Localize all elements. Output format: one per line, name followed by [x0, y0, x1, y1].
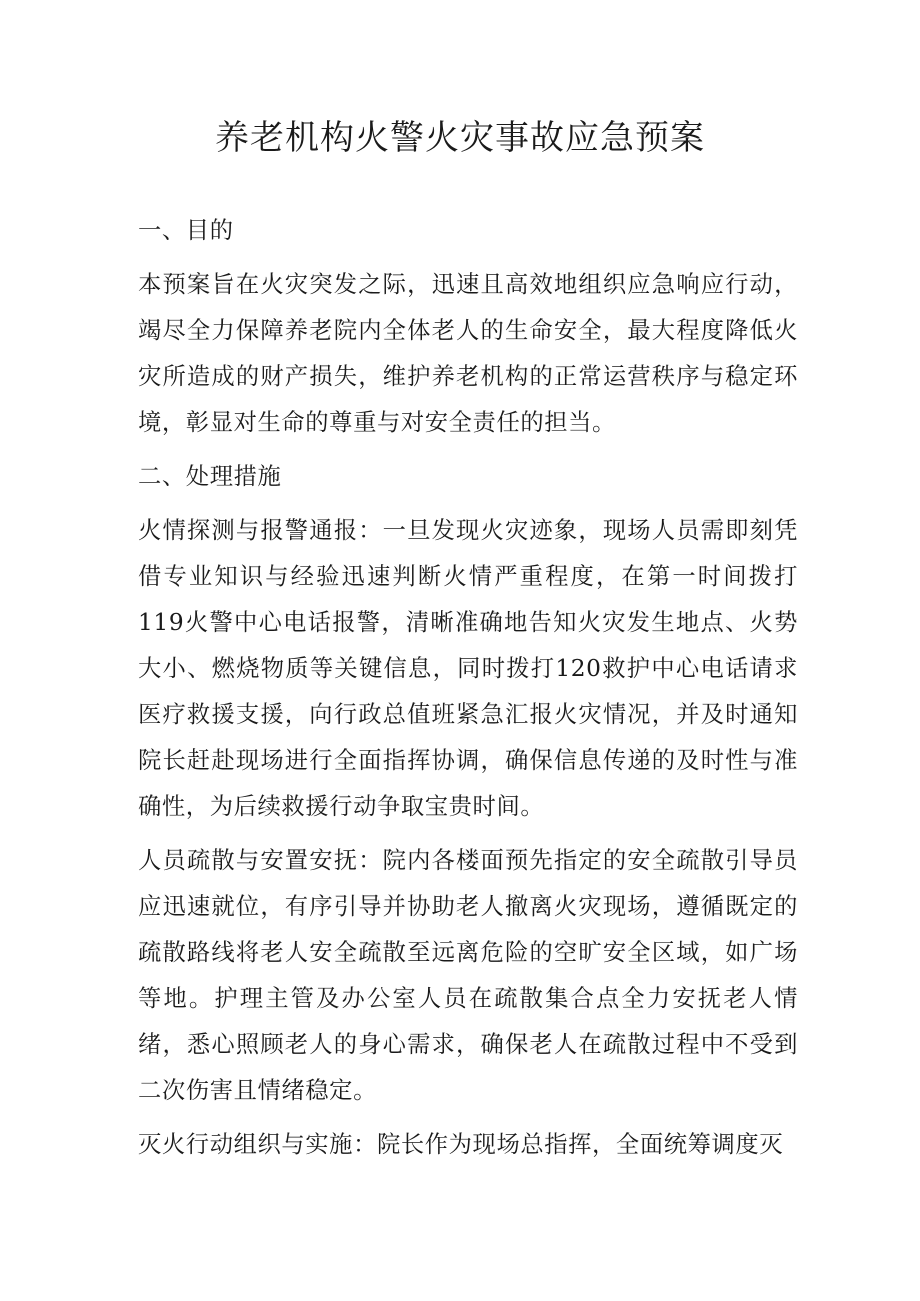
document-body — [138, 208, 798, 1176]
section-heading-measures: 二、处理措施 — [138, 463, 282, 490]
paragraph-firefighting: 灭火行动组织与实施：院长作为现场总指挥，全面统筹调度灭 — [138, 1131, 784, 1158]
paragraph-fire-detection: 火情探测与报警通报：一旦发现火灾迹象，现场人员需即刻凭借专业知识与经验迅速判断火情严重程度，在第一时间拨打119火警中心电话报警，清晰准确地告知火灾发生地点、火势大小、燃烧物质等关键信息，同时拨打120救护中心电话请求医疗救援支援，向行政总值班紧急汇报火灾情况，并及时通知院长赶赴现场进行全面指挥协调，确保信息传递的及时性与准确性，为后续救援行动争取宝贵时间。 — [138, 517, 798, 820]
section-heading-purpose: 一、目的 — [138, 217, 234, 244]
paragraph-purpose: 本预案旨在火灾突发之际，迅速且高效地组织应急响应行动，竭尽全力保障养老院内全体老人的生命安全，最大程度降低火灾所造成的财产损失，维护养老机构的正常运营秩序与稳定环境，彰显对生命的尊重与对安全责任的担当。 — [138, 271, 798, 436]
paragraph-evacuation: 人员疏散与安置安抚：院内各楼面预先指定的安全疏散引导员应迅速就位，有序引导并协助老人撤离火灾现场，遵循既定的疏散路线将老人安全疏散至远离危险的空旷安全区域，如广场等地。护理主管及办公室人员在疏散集合点全力安抚老人情绪，悉心照顾老人的身心需求，确保老人在疏散过程中不受到二次伤害且情绪稳定。 — [138, 847, 798, 1104]
document-title: 养老机构火警火灾事故应急预案 — [215, 118, 705, 158]
